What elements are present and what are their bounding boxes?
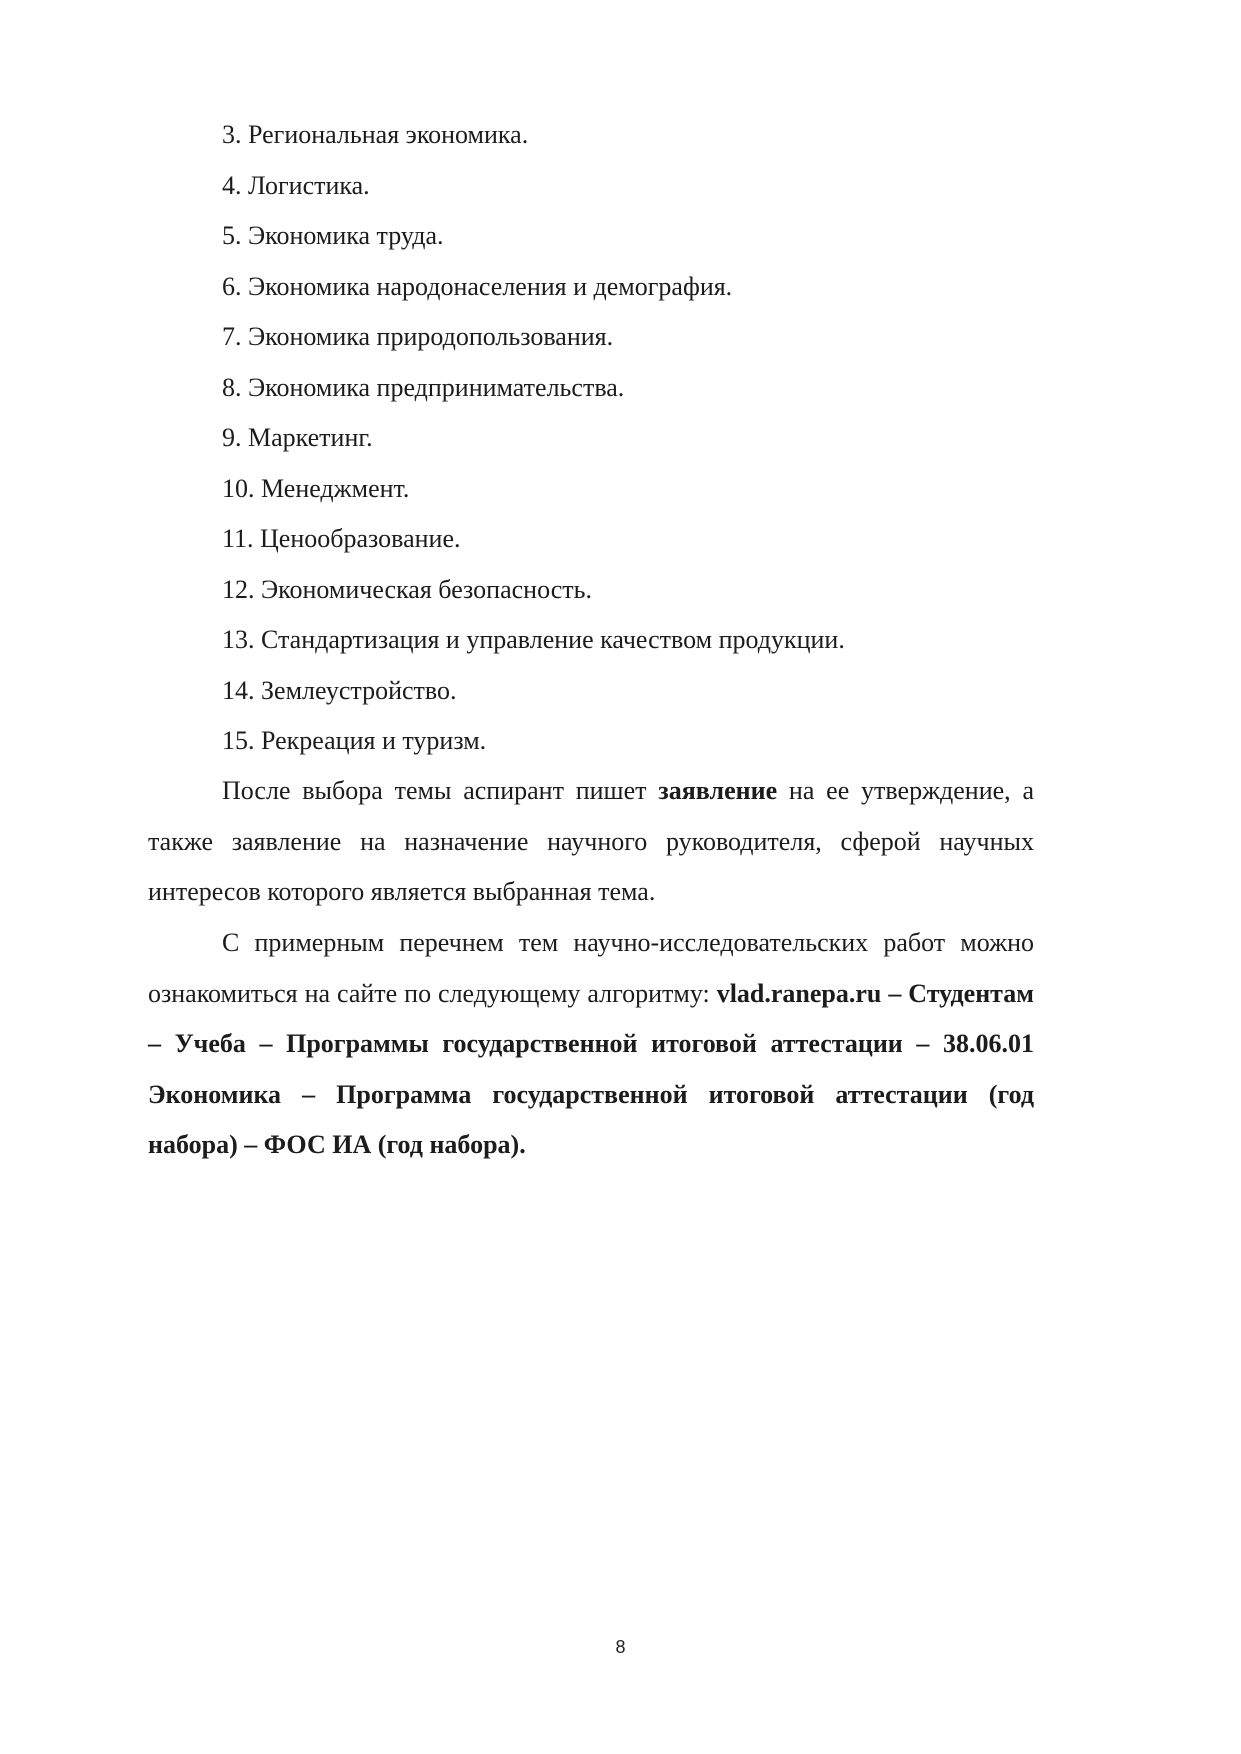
list-item: 9. Маркетинг. bbox=[222, 423, 373, 452]
application-paragraph bbox=[148, 766, 1034, 918]
application-keyword: заявление bbox=[658, 776, 778, 805]
list-item: 7. Экономика природопользования. bbox=[222, 322, 614, 351]
application-text-after: на ее утверждение, а также заявление на назначение научного руководителя, сферой научных интересов которого является выбранная тема. bbox=[148, 776, 1035, 906]
page-number: 8 bbox=[615, 1637, 626, 1657]
list-item: 5. Экономика труда. bbox=[222, 221, 444, 250]
list-item: 15. Рекреация и туризм. bbox=[222, 726, 487, 755]
site-navigation-path: vlad.ranepa.ru – Студентам – Учеба – Программы государственной итоговой аттестации – 38.06.01 Экономика – Программа государственной итоговой аттестации (год набора) – ФОС ИА (год набора). bbox=[148, 978, 1034, 1159]
list-item: 8. Экономика предпринимательства. bbox=[222, 372, 625, 402]
list-item: 14. Землеустройство. bbox=[222, 675, 457, 705]
topics-list bbox=[222, 110, 845, 767]
topics-list-paragraph bbox=[148, 918, 1034, 1171]
list-item: 4. Логистика. bbox=[222, 170, 370, 200]
list-item: 3. Региональная экономика. bbox=[222, 120, 529, 149]
application-text-before: После выбора темы аспирант пишет bbox=[222, 776, 659, 805]
list-item: 13. Стандартизация и управление качеством продукции. bbox=[222, 625, 845, 654]
topics-list-intro: С примерным перечнем тем научно-исследовательских работ можно ознакомиться на сайте по следующему алгоритму: bbox=[148, 928, 1034, 1008]
list-item: 6. Экономика народонаселения и демография. bbox=[222, 271, 733, 301]
list-item: 11. Ценообразование. bbox=[222, 524, 461, 553]
list-item: 12. Экономическая безопасность. bbox=[222, 574, 592, 604]
list-item: 10. Менеджмент. bbox=[222, 473, 410, 503]
